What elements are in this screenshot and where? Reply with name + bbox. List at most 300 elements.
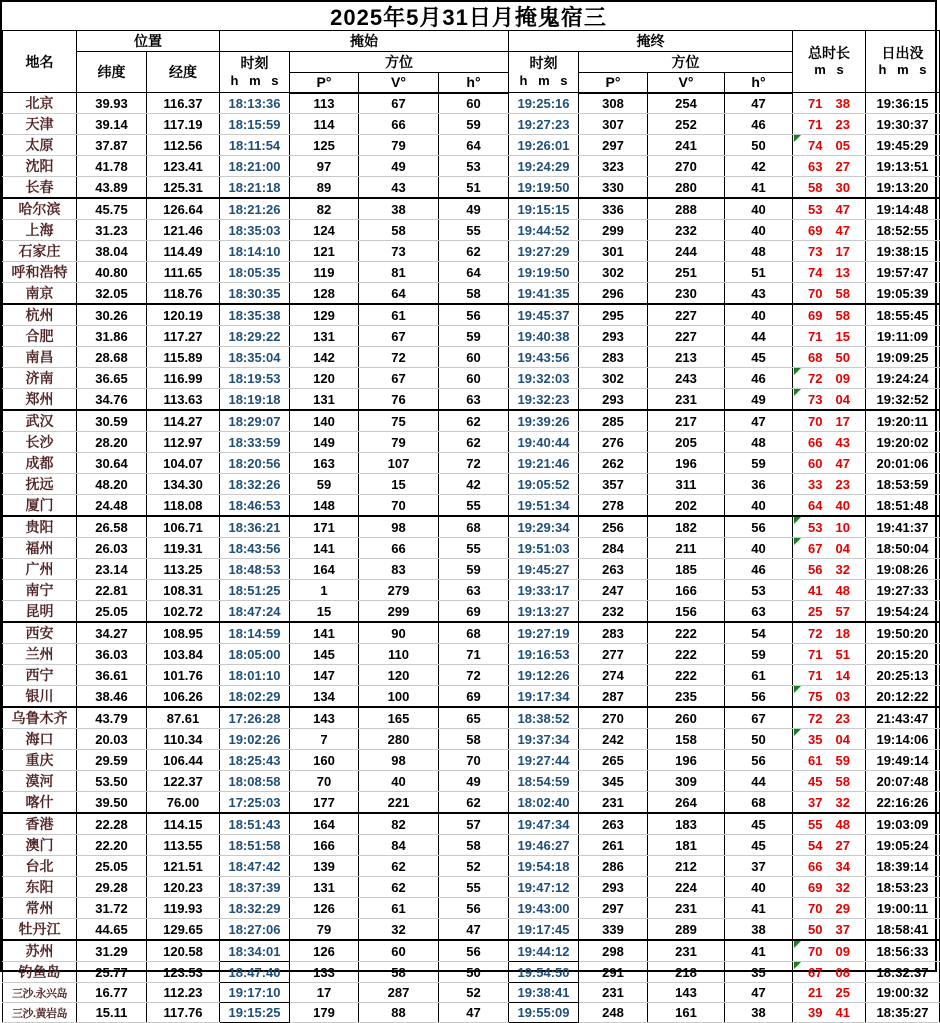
- cell-start-p: 114: [290, 114, 359, 135]
- table-row: [3, 495, 940, 517]
- cell-end-v: 252: [648, 114, 725, 135]
- duration-seconds: 48: [835, 816, 850, 832]
- cell-start-v: 67: [359, 326, 439, 347]
- cell-end-v: 231: [648, 898, 725, 919]
- col-header-occult-start: 掩始: [220, 31, 509, 52]
- cell-lon: 103.84: [147, 644, 220, 665]
- cell-end-p: 297: [579, 898, 648, 919]
- cell-sunriseset: 20:01:06: [866, 453, 940, 474]
- cell-sunriseset: 18:53:23: [866, 877, 940, 898]
- cell-end-p: 297: [579, 135, 648, 156]
- cell-start-v: 70: [359, 495, 439, 517]
- cell-duration: [793, 644, 866, 665]
- cell-name: 济南: [3, 368, 77, 389]
- cell-lon: 126.64: [147, 198, 220, 220]
- cell-lat: 28.20: [77, 432, 147, 453]
- cell-sunriseset: 19:00:11: [866, 898, 940, 919]
- cell-name: 石家庄: [3, 241, 77, 262]
- cell-name: 苏州: [3, 940, 77, 962]
- cell-start-v: 110: [359, 644, 439, 665]
- cell-start-v: 165: [359, 707, 439, 729]
- cell-sunriseset: 19:05:24: [866, 835, 940, 856]
- cell-start-h: 62: [439, 432, 509, 453]
- cell-sunriseset: 19:38:15: [866, 241, 940, 262]
- cell-start-p: 140: [290, 410, 359, 432]
- cell-duration: [793, 326, 866, 347]
- cell-start-v: 299: [359, 601, 439, 623]
- cell-start-h: 59: [439, 559, 509, 580]
- table-body: [3, 93, 940, 1023]
- cell-start-h: 52: [439, 856, 509, 877]
- cell-name: 成都: [3, 453, 77, 474]
- cell-start-time: 18:35:38: [220, 304, 290, 326]
- cell-start-time: 18:19:18: [220, 389, 290, 411]
- cell-start-v: 64: [359, 283, 439, 305]
- cell-name: 香港: [3, 813, 77, 835]
- cell-lon: 121.51: [147, 856, 220, 877]
- cell-start-h: 49: [439, 771, 509, 792]
- cell-start-h: 64: [439, 135, 509, 156]
- table-row: [3, 156, 940, 177]
- comment-marker-icon: [794, 389, 801, 396]
- cell-end-h: 45: [725, 347, 793, 368]
- cell-start-time: 19:17:10: [220, 983, 290, 1003]
- cell-end-h: 37: [725, 856, 793, 877]
- cell-lon: 101.76: [147, 665, 220, 686]
- table-row: [3, 220, 940, 241]
- cell-name: 北京: [3, 93, 77, 114]
- cell-end-v: 218: [648, 962, 725, 983]
- duration-minutes: 64: [808, 497, 823, 513]
- cell-lon: 108.31: [147, 580, 220, 601]
- duration-minutes: 75: [808, 688, 823, 704]
- duration-units-label: m s: [814, 62, 844, 78]
- cell-end-time: 19:21:46: [509, 453, 579, 474]
- cell-end-time: 19:40:44: [509, 432, 579, 453]
- table-row: [3, 177, 940, 199]
- cell-end-time: 19:24:29: [509, 156, 579, 177]
- cell-start-time: 18:19:53: [220, 368, 290, 389]
- cell-lat: 23.14: [77, 559, 147, 580]
- col-header-start-h: h°: [439, 73, 509, 93]
- cell-end-h: 40: [725, 877, 793, 898]
- cell-lon: 120.58: [147, 940, 220, 962]
- cell-end-time: 19:37:34: [509, 729, 579, 750]
- duration-seconds: 09: [835, 370, 850, 386]
- cell-lon: 117.27: [147, 326, 220, 347]
- cell-start-time: 18:11:54: [220, 135, 290, 156]
- cell-start-p: 166: [290, 835, 359, 856]
- cell-end-h: 42: [725, 156, 793, 177]
- cell-lon: 114.49: [147, 241, 220, 262]
- cell-end-h: 38: [725, 919, 793, 941]
- cell-start-h: 53: [439, 156, 509, 177]
- table-row: [3, 622, 940, 644]
- duration-seconds: 34: [835, 858, 850, 874]
- cell-end-time: 19:51:03: [509, 538, 579, 559]
- duration-seconds: 27: [835, 158, 850, 174]
- cell-lat: 53.50: [77, 771, 147, 792]
- duration-minutes: 63: [808, 158, 823, 174]
- cell-lon: 112.23: [147, 983, 220, 1003]
- cell-duration: [793, 686, 866, 708]
- table-row: [3, 432, 940, 453]
- cell-start-p: 121: [290, 241, 359, 262]
- cell-duration: [793, 898, 866, 919]
- duration-minutes: 69: [808, 879, 823, 895]
- cell-start-h: 50: [439, 962, 509, 983]
- cell-sunriseset: 19:20:11: [866, 410, 940, 432]
- table-row: [3, 601, 940, 623]
- cell-start-p: 7: [290, 729, 359, 750]
- cell-duration: [793, 622, 866, 644]
- cell-duration: [793, 940, 866, 962]
- duration-seconds: 58: [835, 285, 850, 301]
- cell-start-v: 100: [359, 686, 439, 708]
- table-row: [3, 919, 940, 941]
- cell-sunriseset: 18:56:33: [866, 940, 940, 962]
- cell-start-p: 113: [290, 93, 359, 114]
- cell-end-p: 276: [579, 432, 648, 453]
- start-time-units-label: h m s: [230, 72, 279, 88]
- cell-name: 福州: [3, 538, 77, 559]
- cell-start-p: 177: [290, 792, 359, 814]
- cell-start-h: 63: [439, 580, 509, 601]
- cell-start-p: 97: [290, 156, 359, 177]
- cell-lon: 119.31: [147, 538, 220, 559]
- duration-seconds: 04: [835, 540, 850, 556]
- cell-sunriseset: 18:53:59: [866, 474, 940, 495]
- cell-start-p: 134: [290, 686, 359, 708]
- cell-duration: [793, 495, 866, 517]
- col-header-lat: 纬度: [77, 52, 147, 93]
- cell-lat: 22.28: [77, 813, 147, 835]
- cell-start-h: 60: [439, 93, 509, 114]
- cell-end-v: 280: [648, 177, 725, 199]
- col-header-start-p: P°: [290, 73, 359, 93]
- cell-start-p: 128: [290, 283, 359, 305]
- cell-end-p: 256: [579, 516, 648, 538]
- cell-start-h: 47: [439, 1003, 509, 1023]
- cell-name: 三沙.黄岩岛: [3, 1003, 77, 1023]
- cell-end-v: 227: [648, 326, 725, 347]
- cell-duration: [793, 750, 866, 771]
- cell-end-h: 35: [725, 962, 793, 983]
- cell-end-time: 18:54:59: [509, 771, 579, 792]
- duration-minutes: 70: [808, 900, 823, 916]
- cell-start-time: 18:02:29: [220, 686, 290, 708]
- duration-minutes: 21: [808, 985, 823, 1000]
- cell-end-time: 19:12:26: [509, 665, 579, 686]
- cell-sunriseset: 18:32:37: [866, 962, 940, 983]
- cell-end-h: 41: [725, 940, 793, 962]
- cell-lon: 76.00: [147, 792, 220, 814]
- cell-end-p: 285: [579, 410, 648, 432]
- cell-duration: [793, 453, 866, 474]
- cell-end-time: 19:46:27: [509, 835, 579, 856]
- cell-start-time: 18:46:53: [220, 495, 290, 517]
- cell-name: 南昌: [3, 347, 77, 368]
- duration-seconds: 50: [835, 349, 850, 365]
- cell-name: 三沙.永兴岛: [3, 983, 77, 1003]
- cell-sunriseset: 19:11:09: [866, 326, 940, 347]
- cell-start-v: 279: [359, 580, 439, 601]
- cell-start-v: 43: [359, 177, 439, 199]
- cell-lat: 30.26: [77, 304, 147, 326]
- cell-end-v: 211: [648, 538, 725, 559]
- cell-name: 兰州: [3, 644, 77, 665]
- cell-end-h: 43: [725, 283, 793, 305]
- cell-start-h: 47: [439, 919, 509, 941]
- cell-duration: [793, 559, 866, 580]
- cell-lon: 112.56: [147, 135, 220, 156]
- cell-lon: 87.61: [147, 707, 220, 729]
- cell-start-time: 18:48:53: [220, 559, 290, 580]
- cell-name: 抚远: [3, 474, 77, 495]
- cell-end-time: 19:51:34: [509, 495, 579, 517]
- cell-start-h: 62: [439, 410, 509, 432]
- cell-end-time: 19:19:50: [509, 177, 579, 199]
- cell-sunriseset: 19:09:25: [866, 347, 940, 368]
- cell-lat: 41.78: [77, 156, 147, 177]
- cell-start-v: 120: [359, 665, 439, 686]
- cell-start-p: 17: [290, 983, 359, 1003]
- cell-duration: [793, 93, 866, 114]
- cell-end-h: 40: [725, 198, 793, 220]
- cell-end-p: 263: [579, 559, 648, 580]
- cell-start-v: 60: [359, 940, 439, 962]
- cell-end-v: 227: [648, 304, 725, 326]
- cell-end-p: 242: [579, 729, 648, 750]
- cell-name: 重庆: [3, 750, 77, 771]
- cell-start-v: 287: [359, 983, 439, 1003]
- cell-end-v: 156: [648, 601, 725, 623]
- cell-start-p: 125: [290, 135, 359, 156]
- cell-sunriseset: 19:14:48: [866, 198, 940, 220]
- cell-lat: 31.72: [77, 898, 147, 919]
- cell-lon: 129.65: [147, 919, 220, 941]
- cell-start-p: 15: [290, 601, 359, 623]
- cell-lat: 44.65: [77, 919, 147, 941]
- cell-end-time: 19:33:17: [509, 580, 579, 601]
- cell-end-v: 231: [648, 389, 725, 411]
- cell-lat: 26.58: [77, 516, 147, 538]
- cell-start-p: 79: [290, 919, 359, 941]
- cell-sunriseset: 19:30:37: [866, 114, 940, 135]
- cell-start-p: 82: [290, 198, 359, 220]
- duration-minutes: 53: [808, 201, 823, 217]
- cell-end-v: 260: [648, 707, 725, 729]
- cell-start-p: 160: [290, 750, 359, 771]
- duration-seconds: 47: [835, 201, 850, 217]
- cell-lon: 113.25: [147, 559, 220, 580]
- cell-start-p: 147: [290, 665, 359, 686]
- cell-start-time: 19:15:25: [220, 1003, 290, 1023]
- cell-name: 牡丹江: [3, 919, 77, 941]
- table-row: [3, 559, 940, 580]
- cell-end-h: 56: [725, 686, 793, 708]
- cell-duration: [793, 919, 866, 941]
- cell-end-v: 289: [648, 919, 725, 941]
- cell-start-time: 18:27:06: [220, 919, 290, 941]
- cell-end-h: 45: [725, 835, 793, 856]
- cell-lat: 36.65: [77, 368, 147, 389]
- cell-name: 钓鱼岛: [3, 962, 77, 983]
- cell-name: 昆明: [3, 601, 77, 623]
- table-row: [3, 135, 940, 156]
- col-header-sunriseset: [866, 31, 940, 93]
- cell-end-time: 19:19:50: [509, 262, 579, 283]
- comment-marker-icon: [794, 135, 801, 142]
- cell-lon: 123.41: [147, 156, 220, 177]
- col-header-end-azimuth: 方位: [579, 52, 793, 73]
- cell-start-time: 18:43:56: [220, 538, 290, 559]
- cell-lon: 113.55: [147, 835, 220, 856]
- cell-start-v: 79: [359, 432, 439, 453]
- cell-end-v: 222: [648, 622, 725, 644]
- cell-start-v: 76: [359, 389, 439, 411]
- cell-end-h: 56: [725, 516, 793, 538]
- cell-end-v: 202: [648, 495, 725, 517]
- cell-duration: [793, 877, 866, 898]
- cell-name: 哈尔滨: [3, 198, 77, 220]
- cell-lat: 22.81: [77, 580, 147, 601]
- cell-start-h: 68: [439, 516, 509, 538]
- cell-start-p: 141: [290, 622, 359, 644]
- table-row: [3, 962, 940, 983]
- cell-lat: 25.05: [77, 601, 147, 623]
- cell-sunriseset: 18:51:48: [866, 495, 940, 517]
- cell-name: 漠河: [3, 771, 77, 792]
- cell-end-p: 284: [579, 538, 648, 559]
- cell-start-time: 18:32:26: [220, 474, 290, 495]
- cell-duration: [793, 516, 866, 538]
- cell-sunriseset: 19:14:06: [866, 729, 940, 750]
- cell-end-p: 307: [579, 114, 648, 135]
- table-row: [3, 326, 940, 347]
- cell-end-time: 19:27:44: [509, 750, 579, 771]
- cell-start-h: 60: [439, 368, 509, 389]
- cell-end-v: 158: [648, 729, 725, 750]
- cell-end-h: 48: [725, 432, 793, 453]
- cell-duration: [793, 304, 866, 326]
- cell-start-time: 17:25:03: [220, 792, 290, 814]
- cell-start-h: 62: [439, 792, 509, 814]
- cell-start-h: 55: [439, 220, 509, 241]
- cell-start-v: 40: [359, 771, 439, 792]
- cell-lat: 43.89: [77, 177, 147, 199]
- cell-name: 沈阳: [3, 156, 77, 177]
- cell-start-v: 62: [359, 877, 439, 898]
- cell-name: 郑州: [3, 389, 77, 411]
- cell-start-h: 52: [439, 983, 509, 1003]
- cell-end-p: 299: [579, 220, 648, 241]
- table-row: [3, 580, 940, 601]
- cell-end-time: 19:44:52: [509, 220, 579, 241]
- cell-start-h: 62: [439, 241, 509, 262]
- cell-end-time: 18:02:40: [509, 792, 579, 814]
- end-time-units-label: h m s: [519, 72, 568, 88]
- cell-start-p: 164: [290, 559, 359, 580]
- duration-minutes: 45: [808, 773, 823, 789]
- duration-minutes: 66: [808, 858, 823, 874]
- cell-lon: 134.30: [147, 474, 220, 495]
- duration-seconds: 04: [835, 731, 850, 747]
- cell-start-v: 58: [359, 220, 439, 241]
- cell-end-h: 40: [725, 538, 793, 559]
- table-row: [3, 453, 940, 474]
- duration-seconds: 59: [835, 752, 850, 768]
- duration-seconds: 57: [835, 603, 850, 619]
- table-row: [3, 835, 940, 856]
- cell-end-p: 293: [579, 389, 648, 411]
- table-row: [3, 538, 940, 559]
- table-row: [3, 474, 940, 495]
- cell-end-time: 19:44:12: [509, 940, 579, 962]
- duration-minutes: 53: [808, 519, 823, 535]
- cell-start-h: 49: [439, 198, 509, 220]
- cell-start-v: 58: [359, 962, 439, 983]
- cell-start-h: 56: [439, 304, 509, 326]
- cell-sunriseset: 19:27:33: [866, 580, 940, 601]
- cell-end-time: 19:38:41: [509, 983, 579, 1003]
- cell-lat: 26.03: [77, 538, 147, 559]
- cell-end-p: 302: [579, 368, 648, 389]
- cell-start-p: 1: [290, 580, 359, 601]
- cell-sunriseset: 19:45:29: [866, 135, 940, 156]
- cell-start-p: 179: [290, 1003, 359, 1023]
- cell-lon: 125.31: [147, 177, 220, 199]
- cell-start-time: 18:05:00: [220, 644, 290, 665]
- cell-start-v: 280: [359, 729, 439, 750]
- cell-lat: 39.14: [77, 114, 147, 135]
- cell-name: 贵阳: [3, 516, 77, 538]
- duration-seconds: 41: [835, 1005, 850, 1020]
- cell-lon: 114.27: [147, 410, 220, 432]
- cell-start-h: 72: [439, 453, 509, 474]
- cell-sunriseset: 18:52:55: [866, 220, 940, 241]
- cell-end-time: 19:40:38: [509, 326, 579, 347]
- cell-lon: 121.46: [147, 220, 220, 241]
- cell-end-h: 51: [725, 262, 793, 283]
- duration-minutes: 73: [808, 391, 823, 407]
- cell-duration: [793, 538, 866, 559]
- cell-sunriseset: 19:08:26: [866, 559, 940, 580]
- duration-seconds: 40: [835, 497, 850, 513]
- cell-end-h: 46: [725, 559, 793, 580]
- cell-end-h: 49: [725, 389, 793, 411]
- cell-lon: 118.08: [147, 495, 220, 517]
- cell-start-h: 72: [439, 665, 509, 686]
- cell-lon: 122.37: [147, 771, 220, 792]
- cell-end-time: 19:15:15: [509, 198, 579, 220]
- cell-sunriseset: 21:43:47: [866, 707, 940, 729]
- cell-start-v: 32: [359, 919, 439, 941]
- duration-minutes: 69: [808, 307, 823, 323]
- duration-minutes: 67: [808, 964, 823, 980]
- cell-name: 武汉: [3, 410, 77, 432]
- cell-lon: 116.99: [147, 368, 220, 389]
- cell-name: 西安: [3, 622, 77, 644]
- cell-lat: 34.27: [77, 622, 147, 644]
- duration-seconds: 15: [835, 328, 850, 344]
- cell-end-p: 231: [579, 792, 648, 814]
- cell-end-p: 283: [579, 347, 648, 368]
- cell-end-h: 38: [725, 1003, 793, 1023]
- cell-start-v: 84: [359, 835, 439, 856]
- cell-end-p: 295: [579, 304, 648, 326]
- cell-end-p: 330: [579, 177, 648, 199]
